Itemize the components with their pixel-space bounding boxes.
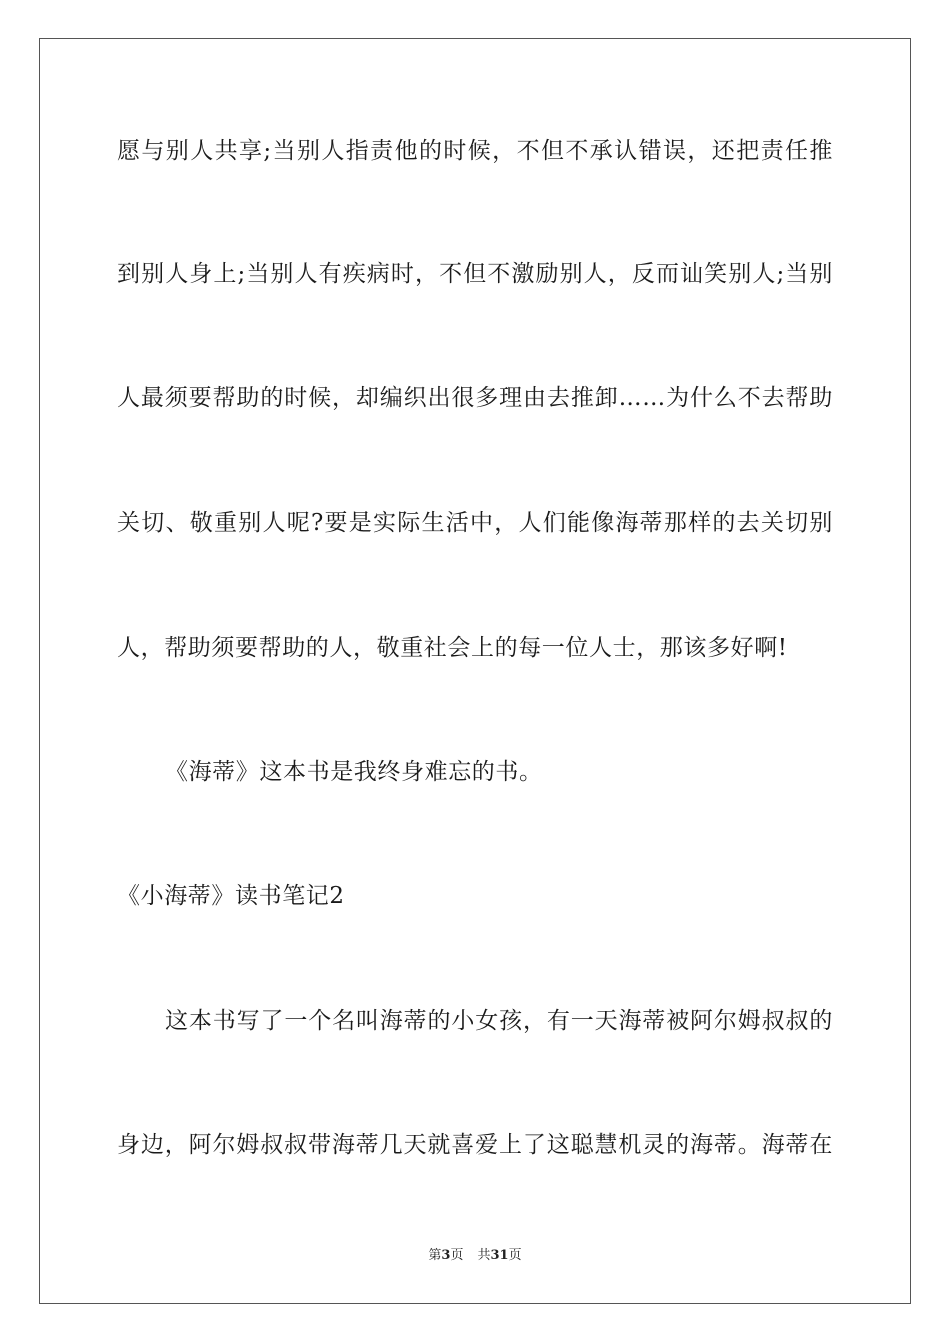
page-suffix: 页 bbox=[450, 1248, 464, 1263]
body-line-7: 这本书写了一个名叫海蒂的小女孩，有一天海蒂被阿尔姆叔叔的 bbox=[165, 1008, 833, 1034]
body-line-1: 愿与别人共享;当别人指责他的时候，不但不承认错误，还把责任推 bbox=[117, 138, 833, 164]
page-prefix: 第 bbox=[428, 1248, 442, 1263]
page-border bbox=[39, 38, 911, 1304]
page-footer bbox=[0, 1247, 950, 1265]
total-prefix: 共 bbox=[477, 1248, 491, 1263]
total-pages: 31 bbox=[490, 1248, 509, 1263]
body-line-8: 身边，阿尔姆叔叔带海蒂几天就喜爱上了这聪慧机灵的海蒂。海蒂在 bbox=[117, 1132, 833, 1158]
total-suffix: 页 bbox=[508, 1248, 522, 1263]
body-line-3: 人最须要帮助的时候，却编织出很多理由去推卸……为什么不去帮助 bbox=[117, 385, 833, 411]
body-line-6: 《海蒂》这本书是我终身难忘的书。 bbox=[165, 759, 543, 785]
section-heading: 《小海蒂》读书笔记2 bbox=[117, 883, 345, 909]
body-line-5: 人，帮助须要帮助的人，敬重社会上的每一位人士，那该多好啊! bbox=[117, 635, 788, 661]
page-number: 3 bbox=[441, 1248, 451, 1263]
body-line-4: 关切、敬重别人呢?要是实际生活中，人们能像海蒂那样的去关切别 bbox=[117, 510, 833, 536]
body-line-2: 到别人身上;当别人有疾病时，不但不激励别人，反而讪笑别人;当别 bbox=[117, 261, 833, 287]
